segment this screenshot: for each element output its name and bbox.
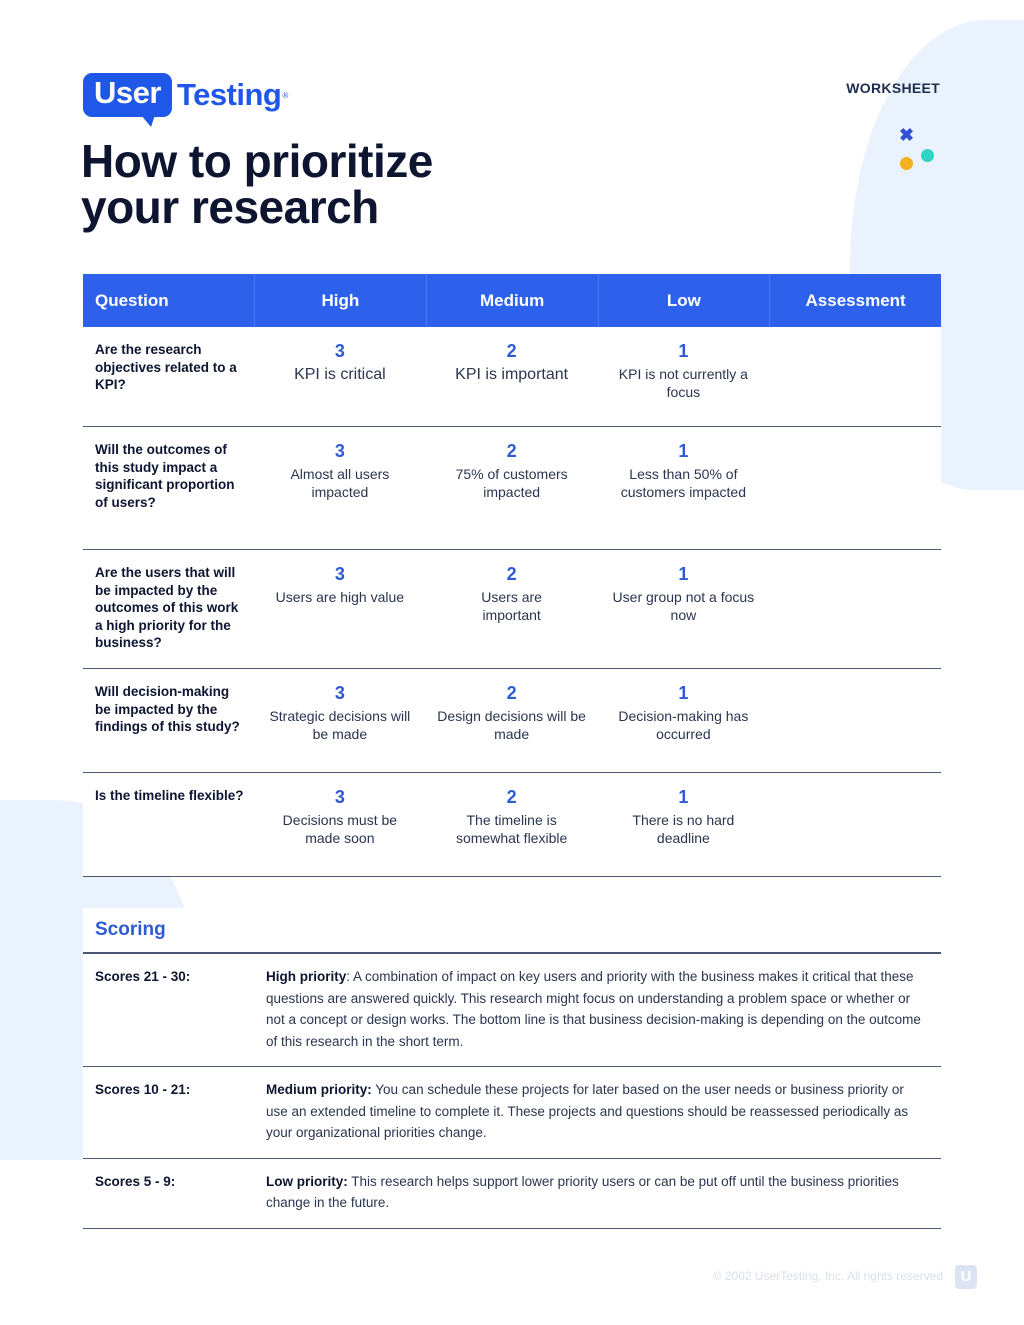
medium-cell — [426, 550, 598, 668]
score-value: 2 — [506, 564, 517, 584]
table-row — [83, 327, 941, 427]
scoring-section — [83, 908, 941, 1229]
score-value: 1 — [678, 787, 689, 807]
sparkle-icon: ✖ — [899, 125, 915, 145]
table-row — [83, 669, 941, 773]
score-explanation — [266, 1079, 926, 1144]
score-description: Decisions must be made soon — [282, 812, 398, 846]
score-value: 3 — [334, 564, 345, 584]
score-description: Users are important — [481, 589, 542, 623]
priority-description: This research helps support lower priority users or can be put off until the business priorities change in the future. — [266, 1173, 899, 1210]
score-description: Users are high value — [275, 589, 405, 605]
score-description: Decision-making has occurred — [618, 708, 749, 742]
low-cell — [598, 427, 770, 549]
scoring-row — [83, 954, 941, 1067]
priority-label: Medium priority: — [266, 1082, 372, 1097]
question-cell: Will decision-making be impacted by the findings of this study? — [95, 684, 240, 734]
score-value: 2 — [506, 787, 517, 807]
score-description: KPI is not currently a focus — [618, 366, 748, 400]
score-description: Strategic decisions will be made — [269, 708, 411, 742]
teal-dot-icon — [921, 149, 934, 162]
priority-description: You can schedule these projects for later based on the user needs or business priority or use an extended timeline to complete it. These projects and questions should be reassessed periodically as your organizational priorities change. — [266, 1082, 909, 1140]
title-line-1: How to prioritize — [81, 135, 433, 187]
score-value: 3 — [334, 683, 345, 703]
score-explanation — [266, 1171, 926, 1214]
priority-description: : A combination of impact on key users and priority with the business makes it critical that these questions are answered quickly. This research might focus on understanding a problem space or whether or not a concept or design works. The bottom line is that business decision-making is depending on the outcome of this research in the short term. — [266, 969, 921, 1049]
score-description: 75% of customers impacted — [455, 466, 568, 500]
table-row — [83, 427, 941, 550]
score-value: 3 — [334, 441, 345, 461]
score-value: 1 — [678, 683, 689, 703]
score-description: KPI is critical — [294, 366, 386, 383]
question-cell: Will the outcomes of this study impact a significant proportion of users? — [95, 442, 235, 510]
low-cell — [598, 327, 770, 426]
column-header-question: Question — [95, 290, 169, 310]
score-value: 2 — [506, 441, 517, 461]
column-header-low: Low — [598, 274, 770, 327]
assessment-cell[interactable] — [769, 773, 941, 876]
score-description: User group not a focus now — [612, 589, 755, 623]
score-range: Scores 21 - 30: — [95, 969, 191, 984]
scoring-row — [83, 1159, 941, 1229]
score-value: 2 — [506, 683, 517, 703]
priority-label: High priority — [266, 969, 347, 984]
score-description: There is no hard deadline — [632, 812, 735, 846]
assessment-cell[interactable] — [769, 669, 941, 772]
score-value: 2 — [506, 341, 517, 361]
worksheet-label: WORKSHEET — [846, 80, 940, 96]
medium-cell — [426, 669, 598, 772]
medium-cell — [426, 773, 598, 876]
score-value: 1 — [678, 341, 689, 361]
question-cell: Are the users that will be impacted by the outcomes of this work a high priority for the business? — [95, 565, 239, 650]
score-description: Almost all users impacted — [290, 466, 390, 500]
high-cell — [254, 327, 426, 426]
scoring-row — [83, 1067, 941, 1159]
score-description: Design decisions will be made — [437, 708, 586, 742]
score-value: 3 — [334, 787, 345, 807]
column-header-medium: Medium — [426, 274, 598, 327]
assessment-cell[interactable] — [769, 550, 941, 668]
question-cell: Is the timeline flexible? — [95, 788, 244, 803]
copyright-notice: © 2002 UserTesting, Inc. All rights reserved — [712, 1269, 943, 1283]
usertesting-mark-icon: U — [955, 1265, 977, 1289]
assessment-cell[interactable] — [769, 427, 941, 549]
low-cell — [598, 550, 770, 668]
table-row — [83, 550, 941, 669]
medium-cell — [426, 327, 598, 426]
score-value: 3 — [334, 341, 345, 361]
high-cell — [254, 669, 426, 772]
score-value: 1 — [678, 441, 689, 461]
prioritization-table — [83, 274, 941, 877]
title-line-2: your research — [81, 181, 379, 233]
high-cell — [254, 550, 426, 668]
logo-registered-mark: ® — [282, 90, 289, 100]
question-cell: Are the research objectives related to a KPI? — [95, 342, 237, 392]
score-description: KPI is important — [455, 366, 569, 383]
priority-label: Low priority: — [266, 1173, 348, 1189]
score-description: Less than 50% of customers impacted — [620, 466, 747, 500]
low-cell — [598, 773, 770, 876]
score-description: The timeline is somewhat flexible — [455, 812, 568, 846]
low-cell — [598, 669, 770, 772]
usertesting-logo — [83, 69, 288, 121]
assessment-cell[interactable] — [769, 327, 941, 426]
table-header — [83, 274, 941, 327]
score-range: Scores 10 - 21: — [95, 1082, 191, 1097]
score-range: Scores 5 - 9: — [95, 1173, 176, 1189]
yellow-dot-icon — [900, 157, 913, 170]
score-explanation — [266, 966, 926, 1052]
page-title — [81, 135, 433, 233]
logo-user-badge: User — [83, 73, 172, 117]
logo-testing-text: Testing — [176, 77, 282, 112]
high-cell — [254, 427, 426, 549]
table-row — [83, 773, 941, 877]
medium-cell — [426, 427, 598, 549]
high-cell — [254, 773, 426, 876]
column-header-high: High — [254, 274, 426, 327]
scoring-title: Scoring — [83, 908, 941, 954]
column-header-assessment: Assessment — [769, 274, 941, 327]
score-value: 1 — [678, 564, 689, 584]
